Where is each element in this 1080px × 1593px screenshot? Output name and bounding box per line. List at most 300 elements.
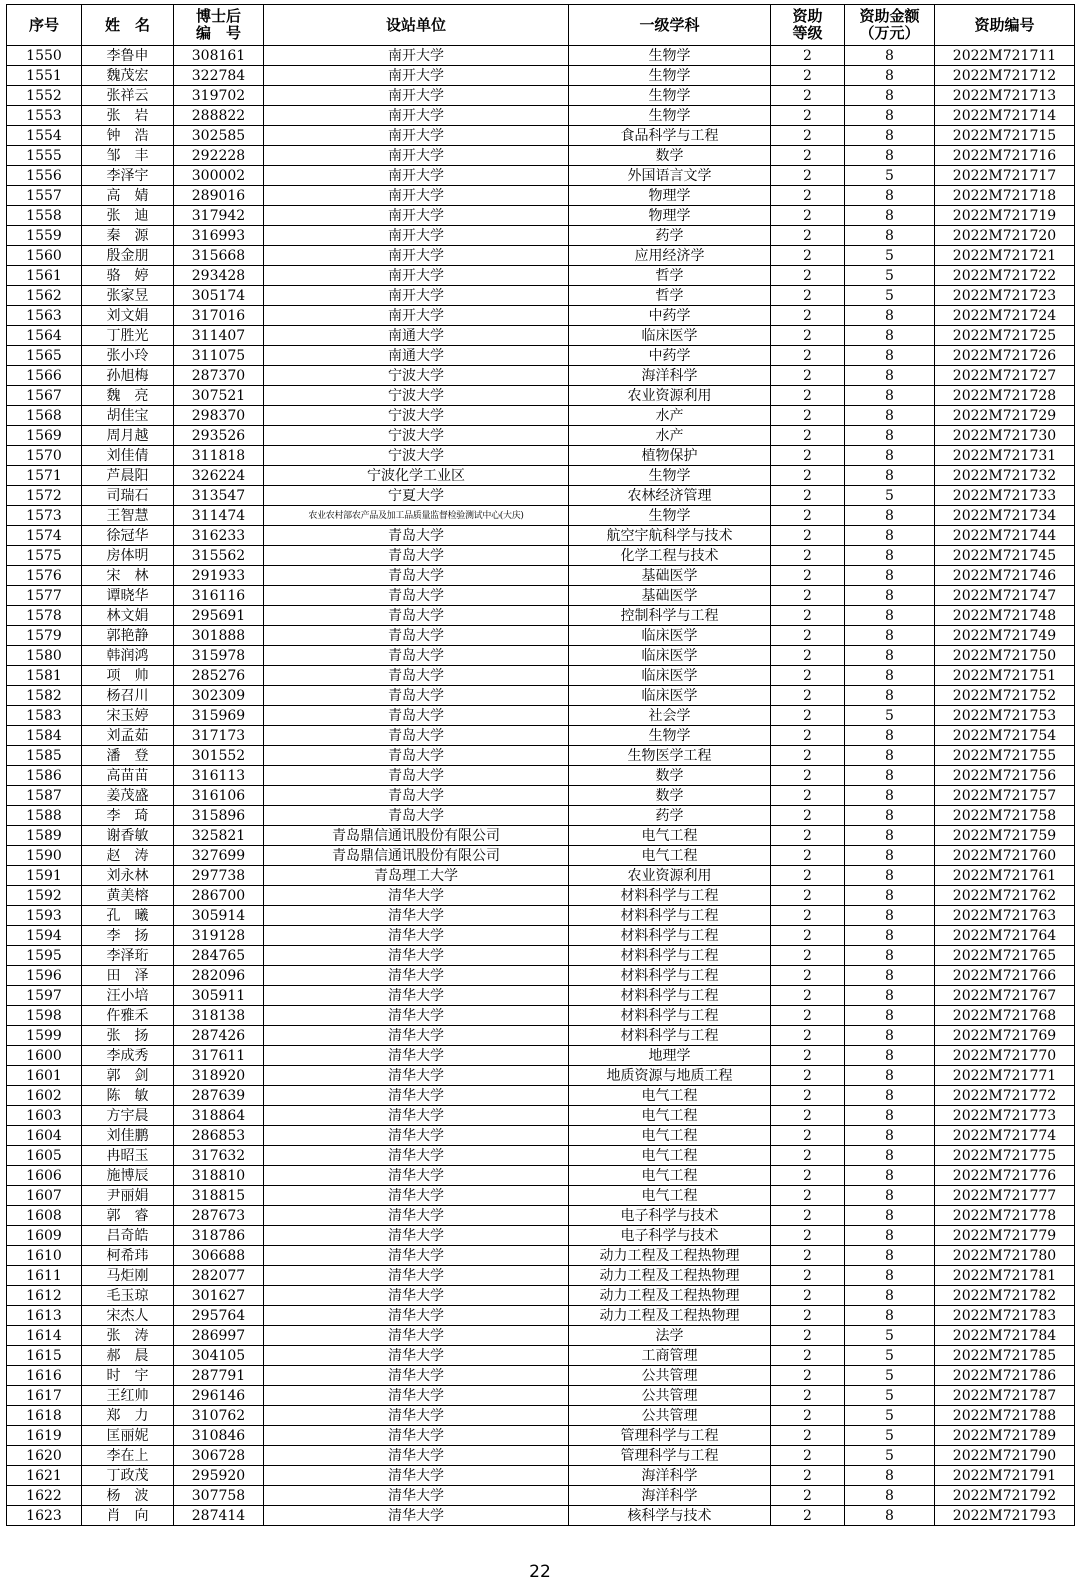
cell-seq: 1595 [7,946,82,966]
cell-discipline: 数学 [569,786,771,806]
cell-seq: 1594 [7,926,82,946]
table-body [7,46,1075,1526]
cell-grade: 2 [771,1266,845,1286]
cell-institution: 青岛大学 [264,666,569,686]
cell-grant-id: 2022M721712 [935,66,1075,86]
cell-grant-id: 2022M721777 [935,1186,1075,1206]
cell-grant-id: 2022M721783 [935,1306,1075,1326]
table-row [7,466,1075,486]
cell-institution: 南开大学 [264,126,569,146]
cell-institution: 宁波大学 [264,386,569,406]
cell-postdoc-id: 301627 [174,1286,264,1306]
cell-discipline: 海洋科学 [569,366,771,386]
cell-postdoc-id: 305911 [174,986,264,1006]
cell-institution: 农业农村部农产品及加工品质量监督检验测试中心(大庆) [264,506,569,526]
table-row [7,846,1075,866]
cell-amount: 8 [845,1106,935,1126]
table-header [7,5,1075,46]
cell-seq: 1551 [7,66,82,86]
cell-name: 汪小培 [82,986,174,1006]
cell-postdoc-id: 317611 [174,1046,264,1066]
cell-amount: 8 [845,1086,935,1106]
cell-grant-id: 2022M721723 [935,286,1075,306]
cell-grant-id: 2022M721760 [935,846,1075,866]
cell-name: 匡丽妮 [82,1426,174,1446]
cell-grant-id: 2022M721718 [935,186,1075,206]
cell-grade: 2 [771,786,845,806]
table-row [7,746,1075,766]
col-header-postdoc-id: 博士后 编 号 [174,5,264,46]
cell-amount: 8 [845,686,935,706]
cell-seq: 1581 [7,666,82,686]
col-header-amount: 资助金额 （万元） [845,5,935,46]
cell-amount: 8 [845,1466,935,1486]
cell-name: 方宇晨 [82,1106,174,1126]
cell-grade: 2 [771,566,845,586]
cell-discipline: 材料科学与工程 [569,1006,771,1026]
table-row [7,506,1075,526]
cell-grade: 2 [771,1446,845,1466]
cell-grant-id: 2022M721774 [935,1126,1075,1146]
cell-name: 司瑞石 [82,486,174,506]
cell-name: 仵雅禾 [82,1006,174,1026]
cell-institution: 南开大学 [264,186,569,206]
cell-amount: 8 [845,946,935,966]
cell-amount: 8 [845,1126,935,1146]
cell-name: 马炬刚 [82,1266,174,1286]
cell-name: 李成秀 [82,1046,174,1066]
cell-seq: 1617 [7,1386,82,1406]
header-row [7,5,1075,46]
cell-grade: 2 [771,1326,845,1346]
cell-name: 周月越 [82,426,174,446]
cell-postdoc-id: 286997 [174,1326,264,1346]
cell-postdoc-id: 295764 [174,1306,264,1326]
cell-institution: 清华大学 [264,1166,569,1186]
cell-amount: 8 [845,1206,935,1226]
cell-grade: 2 [771,886,845,906]
cell-institution: 南通大学 [264,326,569,346]
cell-discipline: 电气工程 [569,1106,771,1126]
cell-institution: 清华大学 [264,1386,569,1406]
cell-name: 赵 涛 [82,846,174,866]
cell-discipline: 地质资源与地质工程 [569,1066,771,1086]
cell-grade: 2 [771,626,845,646]
cell-postdoc-id: 318138 [174,1006,264,1026]
cell-name: 张 涛 [82,1326,174,1346]
cell-amount: 8 [845,1246,935,1266]
cell-institution: 清华大学 [264,1046,569,1066]
cell-grant-id: 2022M721770 [935,1046,1075,1066]
table-row [7,306,1075,326]
cell-amount: 5 [845,1406,935,1426]
cell-amount: 5 [845,286,935,306]
cell-postdoc-id: 318810 [174,1166,264,1186]
table-row [7,146,1075,166]
cell-institution: 清华大学 [264,906,569,926]
cell-grade: 2 [771,906,845,926]
cell-grade: 2 [771,1126,845,1146]
cell-grade: 2 [771,1066,845,1086]
cell-institution: 清华大学 [264,1306,569,1326]
cell-postdoc-id: 295920 [174,1466,264,1486]
cell-grant-id: 2022M721782 [935,1286,1075,1306]
cell-discipline: 农业资源利用 [569,386,771,406]
cell-amount: 8 [845,1286,935,1306]
cell-institution: 南开大学 [264,66,569,86]
cell-institution: 清华大学 [264,986,569,1006]
cell-discipline: 植物保护 [569,446,771,466]
table-row [7,1186,1075,1206]
cell-discipline: 数学 [569,766,771,786]
cell-grade: 2 [771,846,845,866]
cell-grade: 2 [771,706,845,726]
cell-name: 吕奇皓 [82,1226,174,1246]
cell-postdoc-id: 318815 [174,1186,264,1206]
cell-seq: 1569 [7,426,82,446]
table-row [7,946,1075,966]
cell-institution: 清华大学 [264,1026,569,1046]
cell-grant-id: 2022M721728 [935,386,1075,406]
table-row [7,46,1075,66]
cell-institution: 清华大学 [264,1286,569,1306]
cell-amount: 8 [845,86,935,106]
cell-postdoc-id: 318786 [174,1226,264,1246]
cell-grant-id: 2022M721779 [935,1226,1075,1246]
cell-postdoc-id: 322784 [174,66,264,86]
cell-grade: 2 [771,1286,845,1306]
cell-grant-id: 2022M721766 [935,966,1075,986]
cell-discipline: 电气工程 [569,1146,771,1166]
table-row [7,1126,1075,1146]
cell-postdoc-id: 315978 [174,646,264,666]
table-row [7,646,1075,666]
cell-grant-id: 2022M721762 [935,886,1075,906]
table-row [7,1326,1075,1346]
cell-name: 肖 向 [82,1506,174,1526]
table-row [7,726,1075,746]
table-row [7,926,1075,946]
cell-amount: 8 [845,606,935,626]
cell-postdoc-id: 296146 [174,1386,264,1406]
cell-postdoc-id: 306688 [174,1246,264,1266]
cell-name: 邹 丰 [82,146,174,166]
cell-seq: 1613 [7,1306,82,1326]
cell-grade: 2 [771,466,845,486]
cell-institution: 青岛大学 [264,786,569,806]
cell-postdoc-id: 288822 [174,106,264,126]
cell-postdoc-id: 319702 [174,86,264,106]
cell-amount: 8 [845,846,935,866]
cell-seq: 1618 [7,1406,82,1426]
cell-discipline: 中药学 [569,346,771,366]
cell-name: 黄美榕 [82,886,174,906]
cell-amount: 8 [845,326,935,346]
cell-seq: 1609 [7,1226,82,1246]
cell-postdoc-id: 317632 [174,1146,264,1166]
cell-name: 宋杰人 [82,1306,174,1326]
cell-grant-id: 2022M721734 [935,506,1075,526]
cell-discipline: 核科学与技术 [569,1506,771,1526]
cell-name: 潘 登 [82,746,174,766]
cell-seq: 1577 [7,586,82,606]
cell-institution: 清华大学 [264,1006,569,1026]
cell-amount: 8 [845,986,935,1006]
cell-amount: 8 [845,886,935,906]
cell-discipline: 化学工程与技术 [569,546,771,566]
cell-amount: 8 [845,726,935,746]
cell-seq: 1615 [7,1346,82,1366]
cell-discipline: 基础医学 [569,566,771,586]
cell-seq: 1585 [7,746,82,766]
cell-amount: 8 [845,826,935,846]
cell-postdoc-id: 308161 [174,46,264,66]
cell-grade: 2 [771,146,845,166]
cell-amount: 5 [845,486,935,506]
cell-postdoc-id: 301552 [174,746,264,766]
cell-discipline: 农林经济管理 [569,486,771,506]
cell-grade: 2 [771,526,845,546]
cell-amount: 8 [845,66,935,86]
cell-discipline: 临床医学 [569,666,771,686]
cell-grant-id: 2022M721767 [935,986,1075,1006]
cell-institution: 青岛大学 [264,566,569,586]
cell-grade: 2 [771,1426,845,1446]
cell-grant-id: 2022M721793 [935,1506,1075,1526]
cell-institution: 清华大学 [264,1086,569,1106]
cell-name: 芦晨阳 [82,466,174,486]
table-row [7,406,1075,426]
cell-seq: 1550 [7,46,82,66]
cell-name: 刘佳鹏 [82,1126,174,1146]
cell-postdoc-id: 302585 [174,126,264,146]
cell-amount: 8 [845,906,935,926]
cell-discipline: 材料科学与工程 [569,886,771,906]
cell-name: 郭 睿 [82,1206,174,1226]
cell-grant-id: 2022M721791 [935,1466,1075,1486]
cell-grade: 2 [771,1146,845,1166]
cell-grant-id: 2022M721748 [935,606,1075,626]
cell-seq: 1588 [7,806,82,826]
cell-postdoc-id: 325821 [174,826,264,846]
cell-discipline: 电气工程 [569,826,771,846]
cell-discipline: 海洋科学 [569,1486,771,1506]
cell-amount: 5 [845,706,935,726]
cell-seq: 1564 [7,326,82,346]
cell-postdoc-id: 289016 [174,186,264,206]
cell-postdoc-id: 315896 [174,806,264,826]
cell-discipline: 电气工程 [569,1126,771,1146]
cell-seq: 1587 [7,786,82,806]
cell-grade: 2 [771,426,845,446]
cell-institution: 青岛大学 [264,686,569,706]
cell-discipline: 药学 [569,226,771,246]
cell-seq: 1620 [7,1446,82,1466]
table-row [7,886,1075,906]
cell-grade: 2 [771,386,845,406]
cell-grant-id: 2022M721780 [935,1246,1075,1266]
cell-grant-id: 2022M721788 [935,1406,1075,1426]
cell-grant-id: 2022M721768 [935,1006,1075,1026]
cell-discipline: 生物学 [569,726,771,746]
cell-grant-id: 2022M721753 [935,706,1075,726]
cell-institution: 青岛大学 [264,646,569,666]
cell-grade: 2 [771,1106,845,1126]
cell-grant-id: 2022M721772 [935,1086,1075,1106]
cell-name: 魏 亮 [82,386,174,406]
cell-postdoc-id: 285276 [174,666,264,686]
cell-name: 郭 剑 [82,1066,174,1086]
cell-institution: 南开大学 [264,46,569,66]
cell-amount: 5 [845,1426,935,1446]
cell-grade: 2 [771,506,845,526]
cell-name: 钟 浩 [82,126,174,146]
cell-discipline: 应用经济学 [569,246,771,266]
cell-institution: 清华大学 [264,946,569,966]
cell-institution: 青岛大学 [264,806,569,826]
cell-institution: 清华大学 [264,1366,569,1386]
cell-grant-id: 2022M721755 [935,746,1075,766]
cell-grade: 2 [771,806,845,826]
cell-institution: 清华大学 [264,1486,569,1506]
cell-grade: 2 [771,246,845,266]
table-row [7,566,1075,586]
cell-grade: 2 [771,946,845,966]
cell-postdoc-id: 317016 [174,306,264,326]
cell-discipline: 基础医学 [569,586,771,606]
cell-name: 时 宇 [82,1366,174,1386]
cell-institution: 青岛大学 [264,546,569,566]
cell-seq: 1552 [7,86,82,106]
cell-name: 毛玉琼 [82,1286,174,1306]
table-row [7,1406,1075,1426]
cell-discipline: 生物学 [569,106,771,126]
cell-seq: 1614 [7,1326,82,1346]
cell-discipline: 材料科学与工程 [569,986,771,1006]
cell-discipline: 社会学 [569,706,771,726]
cell-amount: 8 [845,106,935,126]
cell-discipline: 生物学 [569,86,771,106]
cell-grade: 2 [771,1366,845,1386]
cell-amount: 8 [845,46,935,66]
cell-postdoc-id: 317173 [174,726,264,746]
cell-discipline: 公共管理 [569,1406,771,1426]
table-row [7,366,1075,386]
cell-grade: 2 [771,186,845,206]
cell-institution: 清华大学 [264,1186,569,1206]
cell-grant-id: 2022M721714 [935,106,1075,126]
cell-grant-id: 2022M721720 [935,226,1075,246]
cell-name: 张 岩 [82,106,174,126]
table-row [7,1386,1075,1406]
cell-grant-id: 2022M721722 [935,266,1075,286]
cell-institution: 南开大学 [264,146,569,166]
table-row [7,426,1075,446]
cell-grant-id: 2022M721711 [935,46,1075,66]
cell-grant-id: 2022M721756 [935,766,1075,786]
cell-grant-id: 2022M721786 [935,1366,1075,1386]
cell-grade: 2 [771,1046,845,1066]
cell-seq: 1602 [7,1086,82,1106]
table-row [7,986,1075,1006]
cell-institution: 南开大学 [264,166,569,186]
cell-discipline: 公共管理 [569,1366,771,1386]
cell-grade: 2 [771,346,845,366]
cell-amount: 8 [845,1506,935,1526]
cell-grant-id: 2022M721726 [935,346,1075,366]
cell-seq: 1591 [7,866,82,886]
cell-amount: 8 [845,626,935,646]
cell-grant-id: 2022M721750 [935,646,1075,666]
cell-institution: 宁波大学 [264,446,569,466]
cell-discipline: 材料科学与工程 [569,946,771,966]
table-row [7,866,1075,886]
cell-seq: 1604 [7,1126,82,1146]
cell-name: 丁政茂 [82,1466,174,1486]
cell-name: 高 婧 [82,186,174,206]
cell-name: 田 泽 [82,966,174,986]
cell-postdoc-id: 306728 [174,1446,264,1466]
table-row [7,586,1075,606]
cell-seq: 1571 [7,466,82,486]
cell-discipline: 农业资源利用 [569,866,771,886]
cell-grant-id: 2022M721725 [935,326,1075,346]
cell-institution: 宁波大学 [264,426,569,446]
cell-grant-id: 2022M721747 [935,586,1075,606]
cell-postdoc-id: 292228 [174,146,264,166]
cell-institution: 青岛大学 [264,526,569,546]
cell-name: 孔 曦 [82,906,174,926]
cell-grade: 2 [771,266,845,286]
cell-institution: 清华大学 [264,1446,569,1466]
cell-discipline: 管理科学与工程 [569,1426,771,1446]
table-row [7,706,1075,726]
cell-name: 张 迪 [82,206,174,226]
cell-grant-id: 2022M721790 [935,1446,1075,1466]
table-row [7,606,1075,626]
cell-discipline: 法学 [569,1326,771,1346]
cell-grade: 2 [771,586,845,606]
cell-discipline: 电气工程 [569,1086,771,1106]
col-header-institution: 设站单位 [264,5,569,46]
cell-discipline: 生物学 [569,46,771,66]
cell-name: 郭艳静 [82,626,174,646]
cell-postdoc-id: 315668 [174,246,264,266]
cell-seq: 1619 [7,1426,82,1446]
cell-seq: 1559 [7,226,82,246]
cell-name: 胡佳宝 [82,406,174,426]
table-row [7,766,1075,786]
cell-seq: 1584 [7,726,82,746]
cell-postdoc-id: 311818 [174,446,264,466]
cell-seq: 1582 [7,686,82,706]
cell-grant-id: 2022M721787 [935,1386,1075,1406]
cell-postdoc-id: 307758 [174,1486,264,1506]
cell-grade: 2 [771,1226,845,1246]
cell-seq: 1597 [7,986,82,1006]
cell-grade: 2 [771,1306,845,1326]
cell-name: 张祥云 [82,86,174,106]
table-row [7,966,1075,986]
cell-grant-id: 2022M721717 [935,166,1075,186]
cell-postdoc-id: 287791 [174,1366,264,1386]
cell-name: 李 扬 [82,926,174,946]
cell-grade: 2 [771,666,845,686]
table-row [7,486,1075,506]
cell-grade: 2 [771,766,845,786]
cell-grant-id: 2022M721775 [935,1146,1075,1166]
cell-name: 杨 波 [82,1486,174,1506]
